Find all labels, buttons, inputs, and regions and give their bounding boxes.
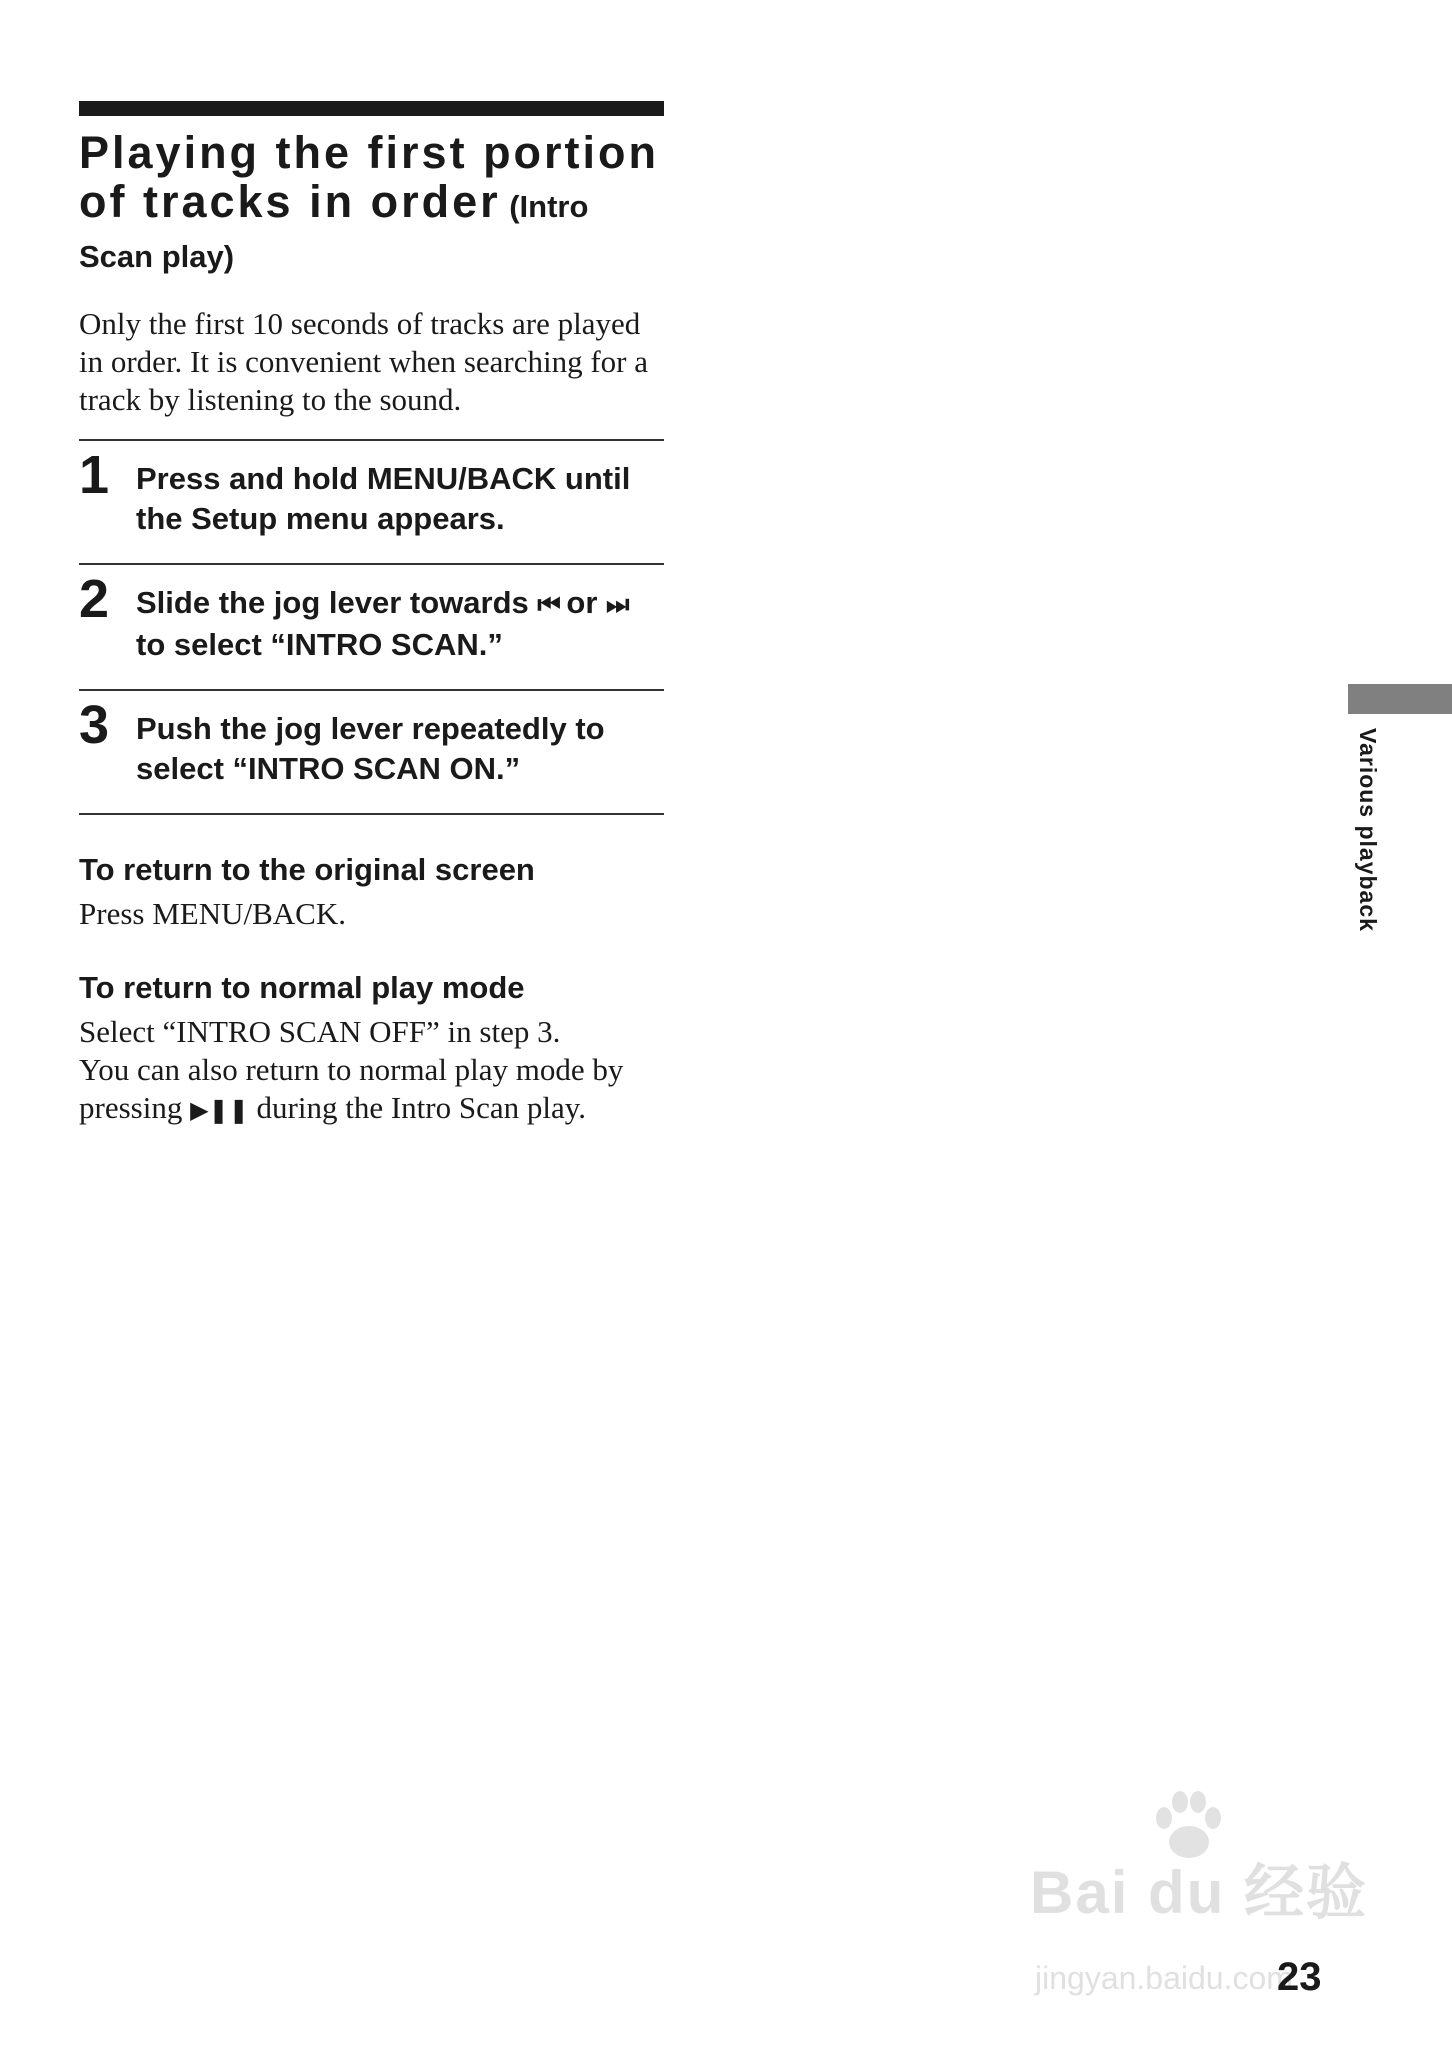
watermark-url: jingyan.baidu.com [1035,1960,1293,1996]
return-normal-line-1: Select “INTRO SCAN OFF” in step 3. [79,1014,561,1049]
section-top-rule [79,101,664,116]
return-normal-line-3 [79,1089,664,1129]
return-normal-body [79,1013,664,1129]
step-number: 2 [79,569,110,629]
step-2-text-b: or [557,585,607,620]
title-paren-b: Scan play) [79,239,235,274]
content-column [79,101,664,1129]
title-line-2-text: of tracks in order [79,176,501,227]
step-number: 3 [79,695,110,755]
return-original-body: Press MENU/BACK. [79,896,346,931]
previous-track-icon: ⏮ [537,590,558,620]
return-normal-heading: To return to normal play mode [79,970,525,1005]
return-normal-line-2: You can also return to normal play mode by [79,1052,624,1087]
page-number: 23 [1277,1955,1322,1999]
return-normal-line-3-a: pressing [79,1090,191,1125]
step-number: 1 [79,445,110,505]
step-1 [79,441,664,565]
side-section-label: Various playback [1355,728,1381,932]
section-title [79,128,664,231]
return-normal-line-3-b: during the Intro Scan play. [248,1090,586,1125]
step-text: Press and hold MENU/BACK until the Setup menu appears. [136,461,631,536]
step-2 [79,565,664,691]
next-track-icon: ⏭ [606,590,627,620]
watermark-brand: Bai du 经验 [1030,1859,1369,1926]
section-side-tab [1348,684,1452,714]
title-line-1: Playing the first portion [79,127,660,178]
step-2-text-a: Slide the jog lever towards [136,585,538,620]
step-text [136,583,664,665]
return-original-heading: To return to the original screen [79,852,535,887]
play-pause-icon: ▶❚❚ [190,1096,249,1124]
title-line-2 [79,177,664,231]
intro-paragraph: Only the first 10 seconds of tracks are played in order. It is convenient when searching for a track by listening to the sound. [79,306,649,417]
step-3 [79,691,664,815]
step-2-text-c: to select “INTRO SCAN.” [136,627,503,662]
title-paren-a: (Intro [500,189,589,224]
steps-list [79,439,664,815]
step-text: Push the jog lever repeatedly to select “INTRO SCAN ON.” [136,711,605,786]
